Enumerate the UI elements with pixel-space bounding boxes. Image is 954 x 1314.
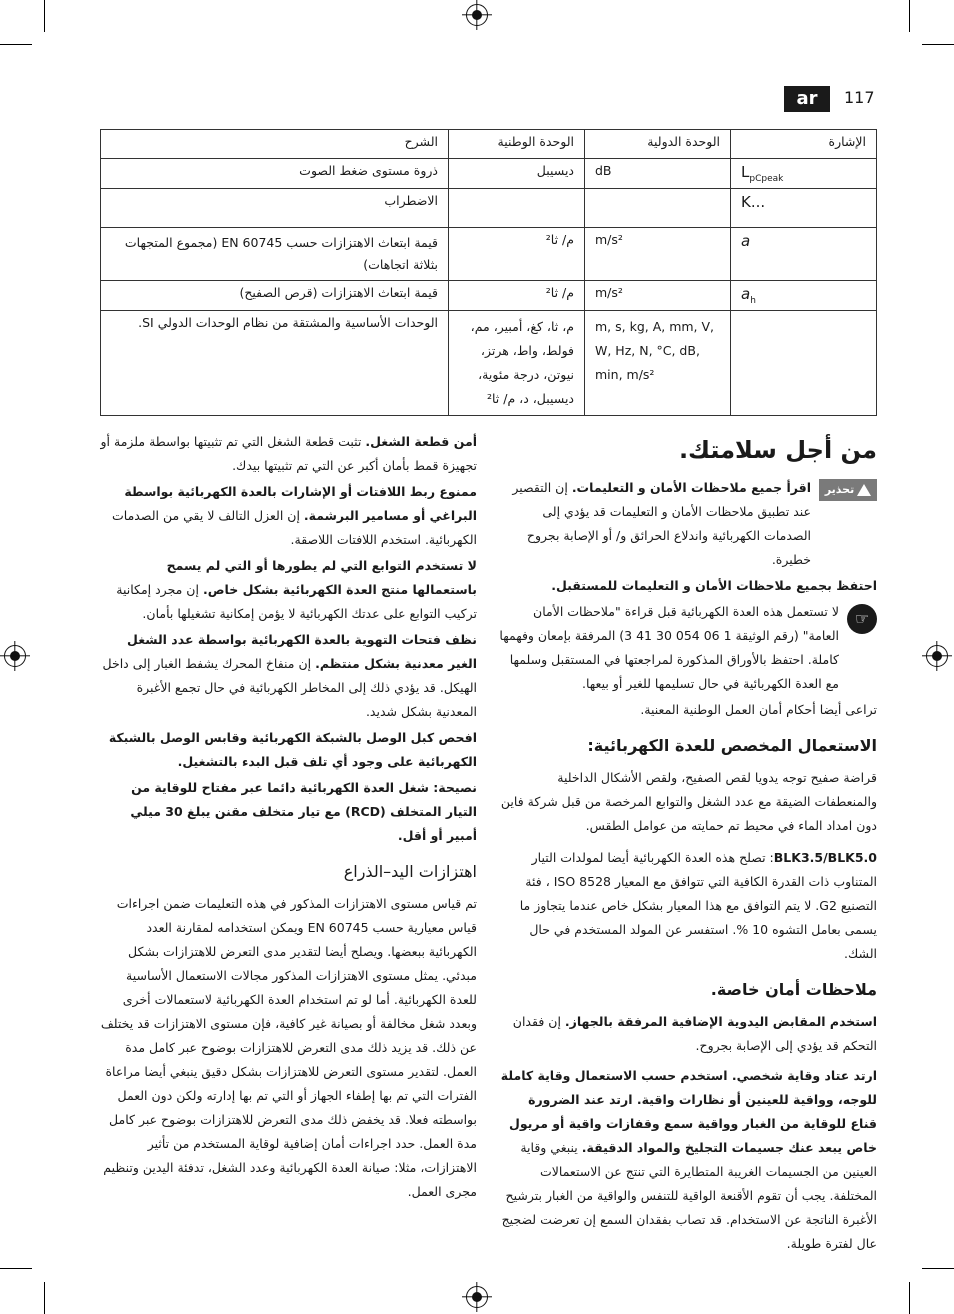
tip-label: نصيحة: <box>433 780 477 795</box>
table-row <box>101 159 877 189</box>
table-cell-si: dB <box>585 159 731 189</box>
special-safety-title: ملاحظات أمان خاصة. <box>710 980 877 999</box>
warning-block <box>498 476 877 574</box>
cable-check: افحص كبل الوصل بالشبكة الكهربائية وقابس الوصل بالشبكة الكهربائية على وجود أي تلف قبل البدء بالتشغيل. <box>108 730 477 769</box>
table-row <box>101 228 877 281</box>
generator-model: BLK3.5/BLK5.0 <box>773 850 877 865</box>
header-explanation: الشرح <box>101 130 449 159</box>
page-number: 117 <box>844 88 875 107</box>
read-manual-text: لا تستعمل هذه العدة الكهربائية قبل قراءة "ملاحظات الأمان العامة" (رقم الوثيقة 1 06 054 30 41 3) المرفقة بإمعان وفهمها كاملة. احتفظ بالأوراق المذكورة لمراجعتها في المستقبل وسلمها مع العدة الكهربائية في حال تسليمها للغير أو بيعها. <box>499 604 839 691</box>
table-cell-national: م/ ثا² <box>449 228 585 281</box>
table-row <box>101 311 877 416</box>
labels-bold: ممنوع ربط اللافتات أو الإشارات بالعدة الكهربائية بواسطة البراغي أو مسامير البرشمة. <box>124 484 477 523</box>
symbols-table <box>100 129 877 416</box>
header-national-unit: الوحدة الوطنية <box>449 130 585 159</box>
table-cell-symbol: $a_h$ <box>731 281 877 311</box>
table-cell-si: m/s² <box>585 281 731 311</box>
left-column <box>100 430 477 1206</box>
generator-text: : تصلح هذه العدة الكهربائية أيضا لمولدات التيار المتناوب ذات القدرة الكافية التي تتوافق مع المعيار ISO 8528 ، فئة التصنيع G2. لا يتم التوافق مع هذا المعيار بشكل خاص عندما يتجاوز ما يسمى بعامل التشوه 10 %. استفسر عن المولد المستخدم في حال الشك. <box>519 850 877 961</box>
warning-badge <box>819 479 877 501</box>
rcd-text: شغل العدة الكهربائية دائما عبر مفتاح للوقاية من التيار المتخلف (RCD) مع تيار متخلف مقنن يبلغ 30 ميلي أمبير أو أقل. <box>130 780 477 843</box>
registration-mark-icon <box>466 4 488 26</box>
vibration-text: تم قياس مستوى الاهتزازات المذكور في هذه التعليمات ضمن اجراءات قياس معيارية حسب EN 60745 ويمكن استخدامه لمقارنة العدد الكهربائية ببعضها. ويصلح أيضا لتقدير مدى التعرض للاهتزازات بشكل مبدئي. يمثل مستوى الاهتزازات المذكور مجالات الاستعمال الأساسية للعدة الكهربائية. أما لو تم استخدام العدة الكهربائية لاستعمالات أخرى وبعدد شغل مخالفة أو بصيانة غير كافية، فإن مستوى الاهتزازات قد يختلف عن ذلك. قد يزيد ذلك مدى التعرض للاهتزازات بوضوح عبر كامل مدة العمل. لتقدير مستوى التعرض للاهتزازات بشكل دقيق ينبغي أيضا مراعاة الفترات التي تم بها إطفاء الجهاز أو التي تم بها إدارته ولكن دون العمل بواسطته فعلا. قد يخفض ذلك مدى التعرض للاهتزازات بوضوح عبر كامل مدة العمل. حدد اجراءات أمان إضافية لوقاية المستخدم من تأثير الاهتزازات، مثلا: صيانة العدة الكهربائية وعدد الشغل، تدفئة اليدين وتنظيم مجرى العمل. <box>100 896 477 1199</box>
table-cell-explanation: قيمة ابتعاث الاهتزازات (قرص الصفيح) <box>101 281 449 311</box>
read-manual-block <box>498 600 877 698</box>
header-si-unit: الوحدة الدولية <box>585 130 731 159</box>
crop-mark <box>0 1268 32 1269</box>
handles-bold: استخدم المقابض اليدوية الإضافية المرفقة بالجهاز. <box>564 1014 877 1029</box>
ppe-bold: ارتد عتاد وقاية شخصي. استخدم حسب الاستعمال وقاية كاملة للوجه، وواقية للعينين أو نظارات واقية. ارتد عند الضرورة قناع للوقاية من الغبار وواقية سمع وقفازات واقية أو مريول خاص يبعد عنك جسيمات التجليخ والمواد الدقيقة. <box>500 1068 877 1155</box>
intended-use-title: الاستعمال المخصص للعدة الكهربائية: <box>587 736 877 755</box>
regulations-text: تراعى أيضا أحكام أمان العمل الوطنية المعنية. <box>640 702 877 717</box>
table-cell-symbol: $L_{pCpeak}$ <box>731 159 877 189</box>
table-cell-explanation: قيمة ابتعاث الاهتزازات حسب EN 60745 (مجموع المتجهات بثلاثة اتجاهات) <box>101 228 449 281</box>
table-cell-si: m/s² <box>585 228 731 281</box>
warning-triangle-icon <box>857 484 871 496</box>
crop-mark <box>0 44 32 45</box>
header-symbol: الإشارة <box>731 130 877 159</box>
warning-bold: اقرأ جميع ملاحظات الأمان و التعليمات. <box>571 480 811 495</box>
table-cell-symbol: a <box>731 228 877 281</box>
registration-mark-icon <box>466 1286 488 1308</box>
vents-text: إن منفاخ المحرك يشفط الغبار إلى داخل الهيكل. قد يؤدي ذلك إلى المخاطر الكهربائية في حال تجمع الأغبرة المعدنية بشكل شديد. <box>102 656 477 719</box>
language-tab: ar <box>784 86 830 112</box>
crop-mark <box>922 44 954 45</box>
workpiece-text: تثبت قطعة الشغل التي تم تثبيتها بواسطة ملزمة أو تجهيزة قمط بأمان أكبر عن التي تم تثبيتها بيدك. <box>100 434 477 473</box>
accessories-text: إن مجرد إمكانية تركيب التوابع على عدتك الكهربائية لا يؤمن إمكانية تشغيلها بأمان. <box>116 582 477 621</box>
handles-text: إن فقدان التحكم قد يؤدي إلى الإصابة بجروح. <box>512 1014 877 1053</box>
warning-text: إن التقصير عند تطبيق ملاحظات الأمان و التعليمات قد يؤدي إلى الصدمات الكهربائية واندلاع الحرائق و/ أو الإصابة بجروح خطيرة. <box>512 480 811 567</box>
read-manual-icon: ☞ <box>847 604 877 634</box>
table-row <box>101 189 877 228</box>
warning-label: تحذير <box>824 483 855 496</box>
table-header-row <box>101 130 877 159</box>
crop-mark <box>44 0 45 32</box>
table-cell-national: م/ ثا² <box>449 281 585 311</box>
ppe-text: ينبغي وقاية العينين من الجسيمات الغريبة المتطايرة التي تنتج عن الاستعمالات المختلفة. يجب أن تقوم الأقنعة الواقية للتنفس والواقية من الغبار بترشيح الأغبرة الناتجة عن الاستخدام. قد تصاب بفقدان السمع إن تعرضت لضجيج عال لفترة طويلة. <box>501 1140 877 1251</box>
crop-mark <box>909 0 910 32</box>
table-cell-national: ديسيبل <box>449 159 585 189</box>
table-cell-si <box>585 189 731 228</box>
registration-mark-icon <box>926 645 948 667</box>
crop-mark <box>44 1282 45 1314</box>
table-cell-national <box>449 189 585 228</box>
table-cell-explanation: الاضطراب <box>101 189 449 228</box>
intended-use-text: قراضة صفيح توجه يدويا لقص الصفيح، ولقص الأشكال الداخلية والمنعطفات الضيقة مع عدد الشغل والتوابع المرخصة من قبل شركة فاين دون امداد الماء في محيط تم حمايته من عوامل الطقس. <box>500 770 877 833</box>
table-cell-symbol: K... <box>731 189 877 228</box>
accessories-bold: لا تستخدم التوابع التي لم يطورها أو التي لم يسمح باستعمالها منتج العدة الكهربائية بشكل خاص. <box>166 558 477 597</box>
labels-text: إن العزل التالف لا يقي من الصدمات الكهربائية. استخدم اللافتات اللاصقة. <box>112 508 477 547</box>
registration-mark-icon <box>4 645 26 667</box>
safety-title: من أجل سلامتك. <box>678 436 877 464</box>
table-cell-symbol <box>731 311 877 416</box>
right-column <box>498 430 877 1258</box>
table-row <box>101 281 877 311</box>
vents-bold: نظف فتحات التهوية بالعدة الكهربائية بواسطة عدد الشغل الغير معدنية بشكل منتظم. <box>127 632 477 671</box>
table-cell-national: م، ثا، كغ، أمبير، مم، فولط، واط، هرتز، نيوتن، درجة مئوية، ديسيبل، د، م/ ثا² <box>449 311 585 416</box>
crop-mark <box>909 1282 910 1314</box>
crop-mark <box>922 1268 954 1269</box>
workpiece-bold: أمن قطعة الشغل. <box>365 434 477 449</box>
table-cell-si: m, s, kg, A, mm, V, W, Hz, N, °C, dB, min, m/s² <box>585 311 731 416</box>
table-cell-explanation: الوحدات الأساسية والمشتقة من نظام الوحدات الدولي SI. <box>101 311 449 416</box>
keep-instructions: احتفظ بجميع ملاحظات الأمان و التعليمات للمستقبل. <box>551 578 877 593</box>
vibration-title: اهتزازات اليد–الذراع <box>343 862 477 881</box>
table-cell-explanation: ذروة مستوى ضغط الصوت <box>101 159 449 189</box>
